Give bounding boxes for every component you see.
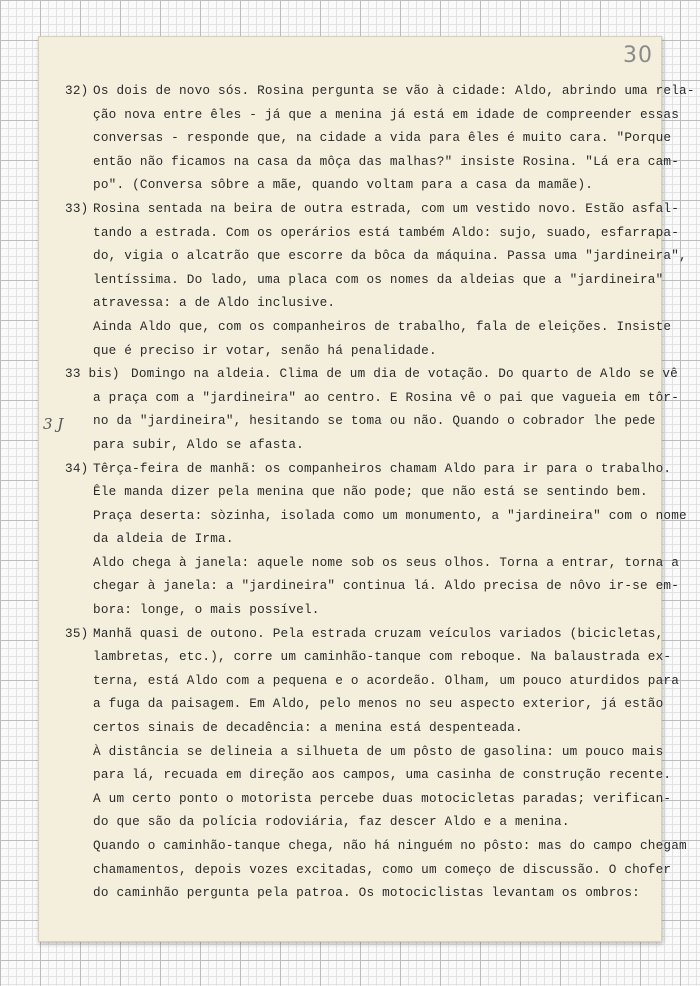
text-line: atravessa: a de Aldo inclusive. [93,295,336,311]
text-line: À distância se delineia a silhueta de um pôsto de gasolina: um pouco mais [93,743,664,759]
text-line: Têrça-feira de manhã: os companheiros chamam Aldo para ir para o trabalho. [93,460,672,476]
text-line: po". (Conversa sôbre a mãe, quando voltam para a casa da mamãe). [93,177,594,193]
text-line: do que são da polícia rodoviária, faz descer Aldo e a menina. [93,814,570,830]
text-line: para lá, recuada em direção aos campos, uma casinha de construção recente. [93,767,672,783]
text-line: lambretas, etc.), corre um caminhão-tanque com reboque. Na balaustrada ex- [93,649,672,665]
text-line: Ainda Aldo que, com os companheiros de trabalho, fala de eleições. Insiste [93,318,672,334]
text-line: lentíssima. Do lado, uma placa com os nomes da aldeias que a "jardineira" [93,271,664,287]
text-line: chegar à janela: a "jardineira" continua lá. Aldo precisa de nôvo ir-se em- [93,578,680,594]
paragraph-number: 33 bis) [65,366,120,382]
text-line: Os dois de novo sós. Rosina pergunta se vão à cidade: Aldo, abrindo uma rela- [93,83,695,98]
page-number: 30 [623,43,653,68]
text-line: então não ficamos na casa da môça das malhas?" insiste Rosina. "Lá era cam- [93,153,680,169]
paragraph-number: 35) [65,625,89,641]
text-line: no da "jardineira", hesitando se toma ou não. Quando o cobrador lhe pede [93,413,656,429]
paragraph-33-bis [65,362,680,456]
paragraph-number: 32) [65,83,89,98]
paragraph-number: 33) [65,200,89,216]
typewritten-page [38,36,695,942]
text-line: Rosina sentada na beira de outra estrada, com um vestido novo. Estão asfal- [93,200,680,216]
text-line: a praça com a "jardineira" ao centro. E Rosina vê o pai que vagueia em tôr- [93,389,680,405]
text-line: do caminhão pergunta pela patroa. Os motociclistas levantam os ombros: [93,885,640,901]
text-line: terna, está Aldo com a pequena e o acordeão. Olham, um pouco aturdidos para [93,672,680,688]
text-line: Êle manda dizer pela menina que não pode; que não está se sentindo bem. [93,484,648,500]
text-line: conversas - responde que, na cidade a vida para êles é muito cara. "Porque [93,130,672,146]
document-body [65,79,695,905]
text-line: Manhã quasi de outono. Pela estrada cruzam veículos variados (bicicletas, [93,625,664,641]
text-line: chamamentos, depois vozes excitadas, como um começo de discussão. O chofer [93,861,672,877]
text-line: A um certo ponto o motorista percebe duas motocicletas paradas; verifican- [93,790,672,806]
text-line: Quando o caminhão-tanque chega, não há ninguém no pôsto: mas do campo chegam [93,838,687,853]
text-line: a fuga da paisagem. Em Aldo, pelo menos no seu aspecto exterior, já estão [93,696,664,712]
text-line: Domingo na aldeia. Clima de um dia de votação. Do quarto de Aldo se vê [131,366,678,382]
paragraph-number: 34) [65,460,89,476]
text-line: certos sinais de decadência: a menina está despenteada. [93,720,523,736]
text-line: para subir, Aldo se afasta. [93,436,304,452]
paragraph-35 [65,622,687,905]
text-line: do, vigia o alcatrão que escorre da bôca da máquina. Passa uma "jardineira", [93,248,687,264]
text-line: da aldeia de Irma. [93,531,234,547]
text-line: Praça deserta: sòzinha, isolada como um monumento, a "jardineira" com o nome [93,507,687,523]
paragraph-34 [65,457,687,622]
text-line: ção nova entre êles - já que a menina já está em idade de compreender essas [93,106,680,122]
paragraph-32 [65,79,695,197]
text-line: que é preciso ir votar, senão há penalidade. [93,342,437,358]
text-line: bora: longe, o mais possível. [93,602,320,618]
paragraph-33 [65,197,687,362]
text-line: tando a estrada. Com os operários está também Aldo: sujo, suado, esfarrapa- [93,224,680,240]
text-line: Aldo chega à janela: aquele nome sob os seus olhos. Torna a entrar, torna a [93,554,680,570]
handwritten-margin-note: 3 J [43,415,64,433]
